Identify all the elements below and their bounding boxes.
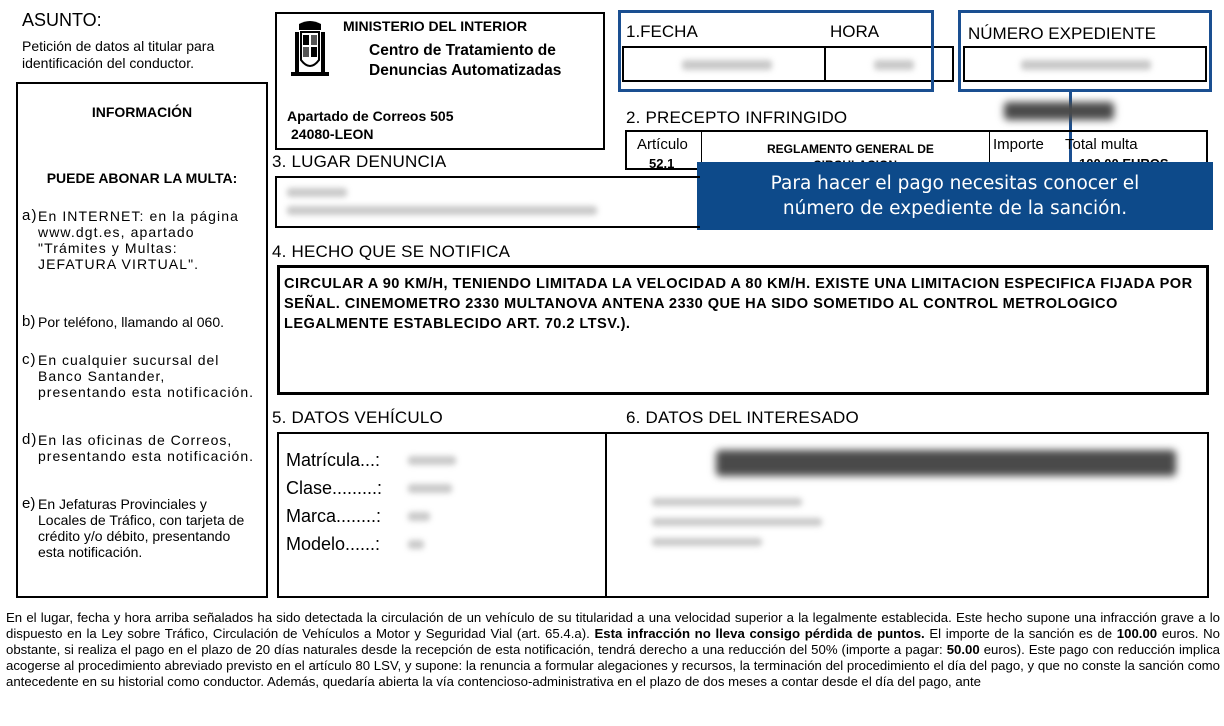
legal-paragraph: En el lugar, fecha y hora arriba señalados ha sido detectada la circulación de un vehículo de su titularidad a una velocidad superior a la legalmente establecida. Este hecho supone una infracción grave a lo dispuesto en la Ley sobre Tráfico, Circulación de Vehículos a Motor y Seguridad Vial (art. 65.4.a). Esta infracción no lleva consigo pérdida de puntos. El importe de la sanción es de 100.00 euros. No obstante, si realiza el pago en el plazo de 20 días naturales desde la recepción de esta notificación, tendrá derecho a una reducción del 50% (importe a pagar: 50.00 euros). Este pago con reducción implica acogerse al procedimiento abreviado previsto en el artículo 80 LSV, y supone: la renuncia a formular alegaciones y recursos, la terminación del procedimiento el día del pago, y que no conste la sanción como antecedente en su historial como conductor. Además, quedaría abierta la vía contencioso-administrativa en el plazo de dos meses a contar desde el día del pago, ante: [6, 610, 1221, 689]
articulo-label: Artículo: [637, 136, 688, 153]
lugar-field: [275, 176, 700, 228]
interesado-line-3-redacted: [652, 538, 762, 546]
expediente-label: NÚMERO EXPEDIENTE: [968, 24, 1156, 43]
articulo-value: 52.1: [649, 156, 675, 171]
asunto-text: Petición de datos al titular para identificación del conductor.: [22, 38, 215, 71]
modelo-label: Modelo......:: [286, 534, 381, 554]
payment-option-bank: c) En cualquier sucursal del Banco Santander, presentando esta notificación.: [22, 351, 255, 400]
reglamento-line-1: REGLAMENTO GENERAL DE: [767, 142, 934, 156]
interesado-line-2-redacted: [652, 518, 822, 526]
vehiculo-label: 5. DATOS VEHÍCULO: [272, 408, 443, 427]
lugar-value-redacted-2: [287, 206, 597, 215]
asunto-label: ASUNTO:: [22, 10, 102, 30]
informacion-subtitle: PUEDE ABONAR LA MULTA:: [46, 170, 238, 186]
ministry-center-1: Centro de Tratamiento de: [369, 42, 556, 59]
expediente-highlight: [958, 10, 1212, 92]
lugar-value-redacted-1: [287, 188, 347, 197]
matricula-label: Matrícula...:: [286, 450, 381, 470]
fecha-label: 1.FECHA: [626, 22, 698, 41]
clase-label: Clase.........:: [286, 478, 383, 498]
payment-callout: [697, 162, 1213, 230]
payment-option-internet: a) En INTERNET: en la página www.dgt.es, apartado "Trámites y Multas: JEFATURA VIRTUAL".: [22, 207, 240, 272]
ministry-center-2: Denuncias Automatizadas: [369, 62, 562, 79]
modelo-redacted: [408, 540, 424, 549]
informacion-title: INFORMACIÓN: [91, 104, 193, 120]
marca-label: Marca........:: [286, 506, 382, 526]
ministry-address-2: 24080-LEON: [291, 126, 374, 142]
interesado-name-redacted: [716, 450, 1176, 476]
payment-option-phone: b) Por teléfono, llamando al 060.: [22, 313, 225, 330]
matricula-redacted: [408, 456, 456, 465]
clase-redacted: [408, 484, 452, 493]
hecho-text: CIRCULAR A 90 KM/H, TENIENDO LIMITADA LA VELOCIDAD A 80 KM/H. EXISTE UNA LIMITACION ESPECIFICA FIJADA POR SEÑAL. CINEMOMETRO 2330 MULTANOVA ANTENA 2330 QUE HA SIDO SOMETIDO AL CONTROL METROLOGICO LEGALMENTE ESTABLECIDO ART. 70.2 LTSV.).: [284, 276, 1193, 332]
interesado-line-1-redacted: [652, 498, 802, 506]
ministry-address-1: Apartado de Correos 505: [287, 108, 454, 124]
marca-redacted: [408, 512, 430, 521]
precepto-redacted: [1004, 102, 1114, 120]
callout-line-2: número de expediente de la sanción.: [782, 198, 1128, 219]
callout-line-1: Para hacer el pago necesitas conocer el: [770, 173, 1140, 194]
ministry-name: MINISTERIO DEL INTERIOR: [343, 18, 528, 34]
lugar-label: 3. LUGAR DENUNCIA: [272, 152, 447, 171]
ministry-box: [275, 12, 605, 150]
fecha-highlight: [618, 10, 934, 92]
payment-option-post: d) En las oficinas de Correos, presentando esta notificación.: [22, 431, 255, 464]
hora-label: HORA: [830, 22, 880, 41]
hecho-box: [277, 265, 1209, 395]
coat-of-arms-icon: [287, 20, 333, 82]
interesado-label: 6. DATOS DEL INTERESADO: [626, 408, 859, 427]
hecho-label: 4. HECHO QUE SE NOTIFICA: [272, 242, 511, 261]
total-label: Total multa: [1065, 136, 1138, 153]
payment-option-jefatura: e) En Jefaturas Provinciales y Locales de Tráfico, con tarjeta de crédito y/o débito, presentando esta notificación.: [22, 495, 245, 560]
precepto-label: 2. PRECEPTO INFRINGIDO: [626, 108, 848, 127]
importe-label: Importe: [993, 136, 1044, 153]
